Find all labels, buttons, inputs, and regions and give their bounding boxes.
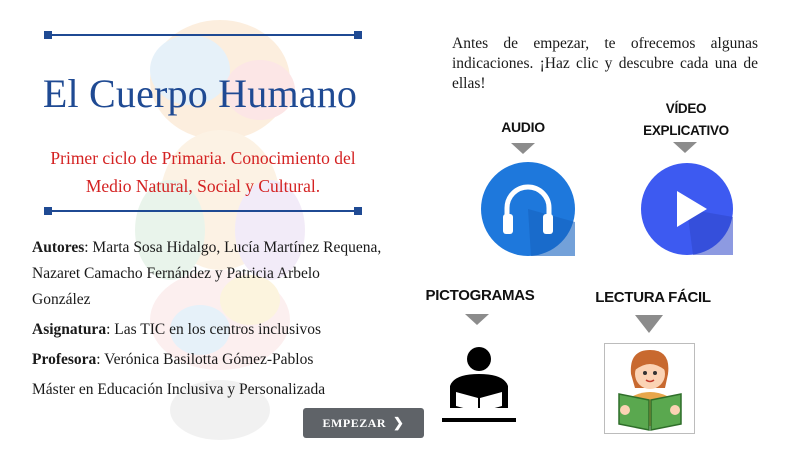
credits-block: [32, 235, 382, 407]
chevron-right-icon: ❯: [393, 415, 405, 430]
easy-reading-button[interactable]: [604, 343, 695, 434]
start-button-label: EMPEZAR: [322, 415, 387, 430]
teacher-label: Profesora: [32, 351, 97, 368]
play-icon: [641, 163, 733, 255]
subject-value: : Las TIC en los centros inclusivos: [106, 321, 322, 338]
degree-line: Máster en Educación Inclusiva y Personalizada: [32, 381, 326, 398]
easy-reading-label: LECTURA FÁCIL: [595, 289, 711, 306]
audio-arrow-icon: [511, 143, 535, 154]
pictograms-button[interactable]: [440, 346, 518, 426]
video-label-line1: VÍDEO: [665, 101, 707, 116]
intro-text: Antes de empezar, te ofrecemos algunas indicaciones. ¡Haz clic y descubre cada una de ellas!: [452, 35, 758, 92]
page-title: El Cuerpo Humano: [42, 71, 358, 116]
teacher-value: : Verónica Basilotta Gómez-Pablos: [96, 351, 314, 368]
subject-label: Asignatura: [32, 321, 107, 338]
video-arrow-icon: [673, 142, 697, 153]
teacher-line: [32, 347, 382, 373]
title-top-divider: [46, 34, 360, 36]
audio-label: AUDIO: [501, 119, 545, 135]
pictograms-label: PICTOGRAMAS: [425, 287, 535, 304]
video-button[interactable]: [641, 163, 733, 255]
audio-button[interactable]: [481, 162, 575, 256]
page-subtitle: Primer ciclo de Primaria. Conocimiento del Medio Natural, Social y Cultural.: [50, 148, 356, 196]
reading-person-pictogram-icon: [440, 346, 518, 426]
video-label: [626, 98, 746, 142]
authors-value: : Marta Sosa Hidalgo, Lucía Martínez Requena, Nazaret Camacho Fernández y Patricia Arbelo González: [32, 239, 382, 308]
easy-reading-arrow-icon: [635, 315, 663, 333]
pictograms-arrow-icon: [465, 314, 489, 325]
child-reading-book-icon: [605, 344, 694, 433]
title-bottom-divider: [46, 210, 360, 212]
start-button[interactable]: [303, 408, 424, 438]
subject-line: [32, 317, 382, 343]
headphones-icon: [481, 162, 575, 256]
authors-line: [32, 235, 382, 313]
video-label-line2: EXPLICATIVO: [643, 123, 729, 138]
authors-label: Autores: [32, 239, 85, 256]
